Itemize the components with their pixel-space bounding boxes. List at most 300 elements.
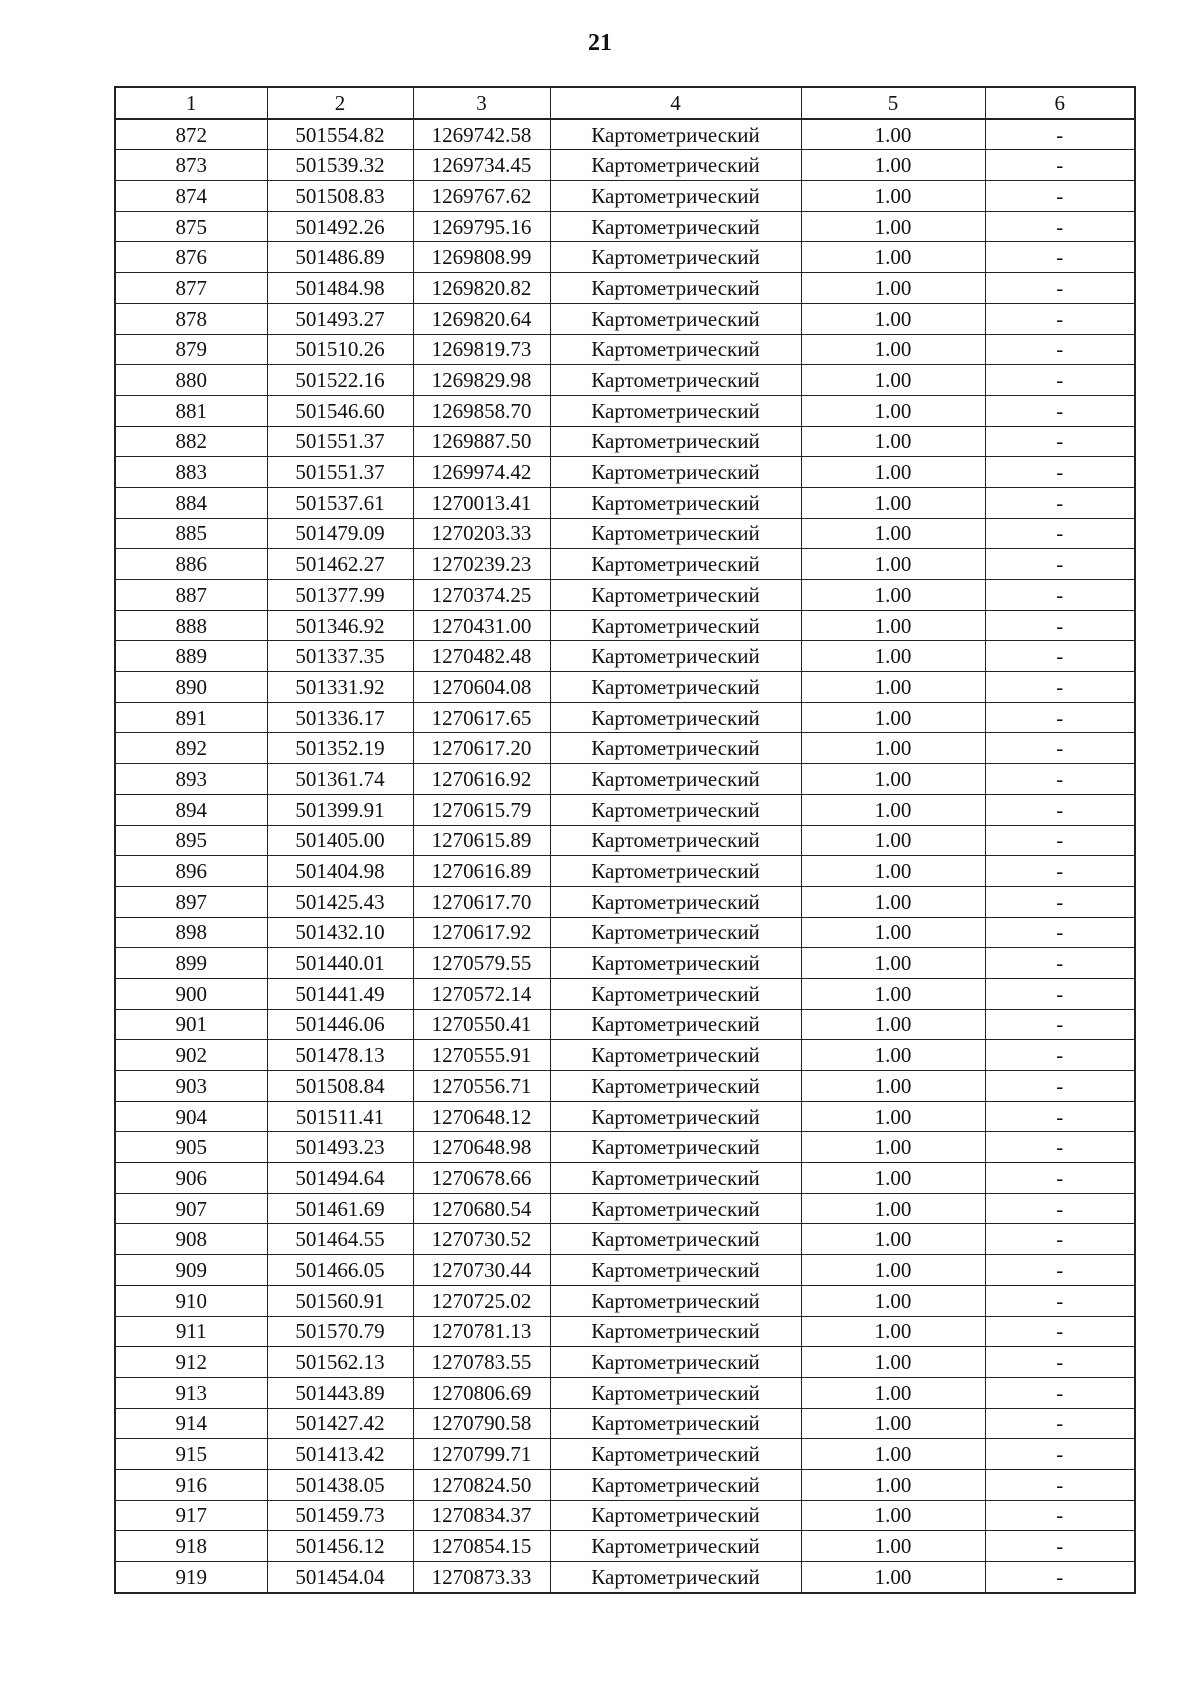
table-row bbox=[115, 1531, 1135, 1562]
cell-point-number: 888 bbox=[115, 610, 267, 641]
cell-method: Картометрический bbox=[550, 641, 801, 672]
table-row bbox=[115, 580, 1135, 611]
cell-description: - bbox=[985, 1316, 1135, 1347]
cell-description: - bbox=[985, 886, 1135, 917]
cell-point-number: 906 bbox=[115, 1163, 267, 1194]
cell-point-number: 894 bbox=[115, 794, 267, 825]
cell-y-coordinate: 1270556.71 bbox=[413, 1071, 550, 1102]
table-row bbox=[115, 181, 1135, 212]
cell-description: - bbox=[985, 764, 1135, 795]
cell-x-coordinate: 501441.49 bbox=[267, 978, 413, 1009]
cell-x-coordinate: 501336.17 bbox=[267, 702, 413, 733]
cell-x-coordinate: 501413.42 bbox=[267, 1439, 413, 1470]
cell-point-number: 881 bbox=[115, 395, 267, 426]
cell-point-number: 895 bbox=[115, 825, 267, 856]
cell-y-coordinate: 1270550.41 bbox=[413, 1009, 550, 1040]
cell-method: Картометрический bbox=[550, 1163, 801, 1194]
cell-x-coordinate: 501461.69 bbox=[267, 1193, 413, 1224]
cell-point-number: 872 bbox=[115, 119, 267, 150]
cell-accuracy: 1.00 bbox=[801, 1500, 985, 1531]
table-row bbox=[115, 1163, 1135, 1194]
column-header-accuracy: 5 bbox=[801, 87, 985, 119]
cell-point-number: 884 bbox=[115, 487, 267, 518]
cell-method: Картометрический bbox=[550, 764, 801, 795]
table-row bbox=[115, 395, 1135, 426]
cell-method: Картометрический bbox=[550, 733, 801, 764]
cell-description: - bbox=[985, 549, 1135, 580]
cell-y-coordinate: 1269808.99 bbox=[413, 242, 550, 273]
cell-x-coordinate: 501546.60 bbox=[267, 395, 413, 426]
cell-description: - bbox=[985, 978, 1135, 1009]
cell-description: - bbox=[985, 1193, 1135, 1224]
cell-point-number: 880 bbox=[115, 365, 267, 396]
table-row bbox=[115, 150, 1135, 181]
table-row bbox=[115, 641, 1135, 672]
cell-point-number: 912 bbox=[115, 1347, 267, 1378]
cell-point-number: 875 bbox=[115, 211, 267, 242]
table-row bbox=[115, 303, 1135, 334]
cell-point-number: 890 bbox=[115, 672, 267, 703]
cell-x-coordinate: 501539.32 bbox=[267, 150, 413, 181]
cell-x-coordinate: 501478.13 bbox=[267, 1040, 413, 1071]
cell-x-coordinate: 501492.26 bbox=[267, 211, 413, 242]
cell-point-number: 915 bbox=[115, 1439, 267, 1470]
cell-method: Картометрический bbox=[550, 1132, 801, 1163]
cell-point-number: 876 bbox=[115, 242, 267, 273]
cell-point-number: 901 bbox=[115, 1009, 267, 1040]
cell-point-number: 917 bbox=[115, 1500, 267, 1531]
table-body bbox=[115, 119, 1135, 1593]
cell-y-coordinate: 1270617.70 bbox=[413, 886, 550, 917]
cell-description: - bbox=[985, 856, 1135, 887]
cell-y-coordinate: 1269767.62 bbox=[413, 181, 550, 212]
cell-method: Картометрический bbox=[550, 1255, 801, 1286]
cell-x-coordinate: 501560.91 bbox=[267, 1285, 413, 1316]
cell-method: Картометрический bbox=[550, 273, 801, 304]
cell-point-number: 878 bbox=[115, 303, 267, 334]
cell-method: Картометрический bbox=[550, 1531, 801, 1562]
cell-y-coordinate: 1269734.45 bbox=[413, 150, 550, 181]
cell-description: - bbox=[985, 1132, 1135, 1163]
cell-method: Картометрический bbox=[550, 1439, 801, 1470]
cell-y-coordinate: 1270482.48 bbox=[413, 641, 550, 672]
cell-point-number: 896 bbox=[115, 856, 267, 887]
table-row bbox=[115, 457, 1135, 488]
cell-accuracy: 1.00 bbox=[801, 610, 985, 641]
cell-accuracy: 1.00 bbox=[801, 672, 985, 703]
column-header-point-number: 1 bbox=[115, 87, 267, 119]
cell-description: - bbox=[985, 1562, 1135, 1593]
cell-description: - bbox=[985, 181, 1135, 212]
cell-accuracy: 1.00 bbox=[801, 549, 985, 580]
cell-accuracy: 1.00 bbox=[801, 856, 985, 887]
cell-x-coordinate: 501570.79 bbox=[267, 1316, 413, 1347]
cell-method: Картометрический bbox=[550, 672, 801, 703]
cell-method: Картометрический bbox=[550, 518, 801, 549]
cell-point-number: 916 bbox=[115, 1469, 267, 1500]
cell-accuracy: 1.00 bbox=[801, 1040, 985, 1071]
cell-accuracy: 1.00 bbox=[801, 1101, 985, 1132]
cell-accuracy: 1.00 bbox=[801, 1316, 985, 1347]
cell-x-coordinate: 501352.19 bbox=[267, 733, 413, 764]
cell-description: - bbox=[985, 1009, 1135, 1040]
cell-description: - bbox=[985, 825, 1135, 856]
cell-method: Картометрический bbox=[550, 1009, 801, 1040]
cell-point-number: 919 bbox=[115, 1562, 267, 1593]
cell-point-number: 893 bbox=[115, 764, 267, 795]
table-row bbox=[115, 426, 1135, 457]
cell-description: - bbox=[985, 1255, 1135, 1286]
table-row bbox=[115, 1009, 1135, 1040]
cell-method: Картометрический bbox=[550, 1101, 801, 1132]
table-row bbox=[115, 211, 1135, 242]
cell-x-coordinate: 501551.37 bbox=[267, 457, 413, 488]
table-row bbox=[115, 825, 1135, 856]
cell-accuracy: 1.00 bbox=[801, 978, 985, 1009]
cell-accuracy: 1.00 bbox=[801, 1469, 985, 1500]
table-row bbox=[115, 610, 1135, 641]
cell-accuracy: 1.00 bbox=[801, 1009, 985, 1040]
cell-point-number: 883 bbox=[115, 457, 267, 488]
cell-x-coordinate: 501346.92 bbox=[267, 610, 413, 641]
cell-description: - bbox=[985, 733, 1135, 764]
cell-accuracy: 1.00 bbox=[801, 426, 985, 457]
cell-point-number: 892 bbox=[115, 733, 267, 764]
cell-x-coordinate: 501511.41 bbox=[267, 1101, 413, 1132]
cell-method: Картометрический bbox=[550, 1285, 801, 1316]
cell-accuracy: 1.00 bbox=[801, 1163, 985, 1194]
cell-method: Картометрический bbox=[550, 978, 801, 1009]
cell-point-number: 911 bbox=[115, 1316, 267, 1347]
cell-method: Картометрический bbox=[550, 1500, 801, 1531]
cell-y-coordinate: 1270616.92 bbox=[413, 764, 550, 795]
cell-x-coordinate: 501331.92 bbox=[267, 672, 413, 703]
cell-y-coordinate: 1269820.64 bbox=[413, 303, 550, 334]
column-header-method: 4 bbox=[550, 87, 801, 119]
cell-accuracy: 1.00 bbox=[801, 242, 985, 273]
cell-point-number: 899 bbox=[115, 948, 267, 979]
cell-y-coordinate: 1270799.71 bbox=[413, 1439, 550, 1470]
cell-accuracy: 1.00 bbox=[801, 181, 985, 212]
cell-point-number: 914 bbox=[115, 1408, 267, 1439]
table-row bbox=[115, 1469, 1135, 1500]
cell-method: Картометрический bbox=[550, 1071, 801, 1102]
cell-method: Картометрический bbox=[550, 457, 801, 488]
table-header bbox=[115, 87, 1135, 119]
table-row bbox=[115, 1071, 1135, 1102]
cell-x-coordinate: 501459.73 bbox=[267, 1500, 413, 1531]
cell-description: - bbox=[985, 1101, 1135, 1132]
cell-accuracy: 1.00 bbox=[801, 334, 985, 365]
cell-y-coordinate: 1269742.58 bbox=[413, 119, 550, 150]
cell-accuracy: 1.00 bbox=[801, 303, 985, 334]
cell-y-coordinate: 1269829.98 bbox=[413, 365, 550, 396]
header-row bbox=[115, 87, 1135, 119]
cell-x-coordinate: 501464.55 bbox=[267, 1224, 413, 1255]
cell-y-coordinate: 1270806.69 bbox=[413, 1377, 550, 1408]
cell-method: Картометрический bbox=[550, 702, 801, 733]
cell-x-coordinate: 501462.27 bbox=[267, 549, 413, 580]
cell-x-coordinate: 501537.61 bbox=[267, 487, 413, 518]
cell-description: - bbox=[985, 917, 1135, 948]
cell-description: - bbox=[985, 242, 1135, 273]
cell-x-coordinate: 501446.06 bbox=[267, 1009, 413, 1040]
cell-y-coordinate: 1270824.50 bbox=[413, 1469, 550, 1500]
cell-x-coordinate: 501486.89 bbox=[267, 242, 413, 273]
cell-point-number: 904 bbox=[115, 1101, 267, 1132]
table-row bbox=[115, 334, 1135, 365]
cell-accuracy: 1.00 bbox=[801, 1285, 985, 1316]
cell-y-coordinate: 1270854.15 bbox=[413, 1531, 550, 1562]
cell-description: - bbox=[985, 1224, 1135, 1255]
cell-method: Картометрический bbox=[550, 395, 801, 426]
cell-point-number: 879 bbox=[115, 334, 267, 365]
cell-method: Картометрический bbox=[550, 242, 801, 273]
cell-method: Картометрический bbox=[550, 119, 801, 150]
cell-point-number: 905 bbox=[115, 1132, 267, 1163]
table-row bbox=[115, 1224, 1135, 1255]
cell-point-number: 885 bbox=[115, 518, 267, 549]
cell-x-coordinate: 501425.43 bbox=[267, 886, 413, 917]
cell-x-coordinate: 501399.91 bbox=[267, 794, 413, 825]
cell-method: Картометрический bbox=[550, 549, 801, 580]
cell-y-coordinate: 1270615.79 bbox=[413, 794, 550, 825]
cell-description: - bbox=[985, 580, 1135, 611]
cell-accuracy: 1.00 bbox=[801, 1071, 985, 1102]
cell-method: Картометрический bbox=[550, 825, 801, 856]
table-row bbox=[115, 1255, 1135, 1286]
cell-accuracy: 1.00 bbox=[801, 764, 985, 795]
cell-y-coordinate: 1270678.66 bbox=[413, 1163, 550, 1194]
table-row bbox=[115, 1316, 1135, 1347]
cell-description: - bbox=[985, 641, 1135, 672]
cell-accuracy: 1.00 bbox=[801, 1255, 985, 1286]
cell-method: Картометрический bbox=[550, 1193, 801, 1224]
cell-description: - bbox=[985, 794, 1135, 825]
cell-description: - bbox=[985, 518, 1135, 549]
cell-y-coordinate: 1270725.02 bbox=[413, 1285, 550, 1316]
table-row bbox=[115, 1132, 1135, 1163]
cell-accuracy: 1.00 bbox=[801, 1132, 985, 1163]
table-row bbox=[115, 1193, 1135, 1224]
cell-accuracy: 1.00 bbox=[801, 119, 985, 150]
cell-y-coordinate: 1270834.37 bbox=[413, 1500, 550, 1531]
cell-method: Картометрический bbox=[550, 1469, 801, 1500]
cell-accuracy: 1.00 bbox=[801, 395, 985, 426]
cell-x-coordinate: 501377.99 bbox=[267, 580, 413, 611]
cell-description: - bbox=[985, 365, 1135, 396]
cell-accuracy: 1.00 bbox=[801, 1224, 985, 1255]
cell-description: - bbox=[985, 487, 1135, 518]
cell-accuracy: 1.00 bbox=[801, 273, 985, 304]
cell-point-number: 877 bbox=[115, 273, 267, 304]
cell-y-coordinate: 1270873.33 bbox=[413, 1562, 550, 1593]
cell-y-coordinate: 1269974.42 bbox=[413, 457, 550, 488]
cell-accuracy: 1.00 bbox=[801, 457, 985, 488]
cell-point-number: 902 bbox=[115, 1040, 267, 1071]
cell-method: Картометрический bbox=[550, 181, 801, 212]
cell-method: Картометрический bbox=[550, 1316, 801, 1347]
cell-description: - bbox=[985, 1040, 1135, 1071]
table-row bbox=[115, 273, 1135, 304]
cell-accuracy: 1.00 bbox=[801, 365, 985, 396]
table-row bbox=[115, 1285, 1135, 1316]
table-row bbox=[115, 948, 1135, 979]
cell-accuracy: 1.00 bbox=[801, 733, 985, 764]
table-row bbox=[115, 1500, 1135, 1531]
cell-x-coordinate: 501440.01 bbox=[267, 948, 413, 979]
cell-method: Картометрический bbox=[550, 487, 801, 518]
cell-y-coordinate: 1270572.14 bbox=[413, 978, 550, 1009]
cell-accuracy: 1.00 bbox=[801, 794, 985, 825]
cell-accuracy: 1.00 bbox=[801, 487, 985, 518]
cell-x-coordinate: 501456.12 bbox=[267, 1531, 413, 1562]
table-row bbox=[115, 1347, 1135, 1378]
table-row bbox=[115, 1040, 1135, 1071]
cell-method: Картометрический bbox=[550, 610, 801, 641]
cell-y-coordinate: 1270790.58 bbox=[413, 1408, 550, 1439]
cell-description: - bbox=[985, 1285, 1135, 1316]
cell-x-coordinate: 501337.35 bbox=[267, 641, 413, 672]
cell-description: - bbox=[985, 395, 1135, 426]
cell-y-coordinate: 1270604.08 bbox=[413, 672, 550, 703]
cell-x-coordinate: 501454.04 bbox=[267, 1562, 413, 1593]
cell-method: Картометрический bbox=[550, 917, 801, 948]
cell-x-coordinate: 501405.00 bbox=[267, 825, 413, 856]
cell-y-coordinate: 1270680.54 bbox=[413, 1193, 550, 1224]
cell-y-coordinate: 1270555.91 bbox=[413, 1040, 550, 1071]
cell-y-coordinate: 1270374.25 bbox=[413, 580, 550, 611]
cell-accuracy: 1.00 bbox=[801, 825, 985, 856]
table-row bbox=[115, 487, 1135, 518]
cell-x-coordinate: 501522.16 bbox=[267, 365, 413, 396]
cell-method: Картометрический bbox=[550, 211, 801, 242]
table-row bbox=[115, 672, 1135, 703]
cell-x-coordinate: 501493.27 bbox=[267, 303, 413, 334]
cell-method: Картометрический bbox=[550, 1377, 801, 1408]
cell-y-coordinate: 1270616.89 bbox=[413, 856, 550, 887]
cell-y-coordinate: 1270648.12 bbox=[413, 1101, 550, 1132]
cell-y-coordinate: 1270615.89 bbox=[413, 825, 550, 856]
cell-x-coordinate: 501554.82 bbox=[267, 119, 413, 150]
table-row bbox=[115, 1408, 1135, 1439]
cell-y-coordinate: 1270730.52 bbox=[413, 1224, 550, 1255]
cell-y-coordinate: 1270781.13 bbox=[413, 1316, 550, 1347]
cell-accuracy: 1.00 bbox=[801, 886, 985, 917]
cell-accuracy: 1.00 bbox=[801, 1439, 985, 1470]
coordinates-table bbox=[114, 86, 1136, 1594]
column-header-description: 6 bbox=[985, 87, 1135, 119]
cell-method: Картометрический bbox=[550, 948, 801, 979]
cell-method: Картометрический bbox=[550, 365, 801, 396]
cell-description: - bbox=[985, 1163, 1135, 1194]
cell-y-coordinate: 1270203.33 bbox=[413, 518, 550, 549]
cell-x-coordinate: 501427.42 bbox=[267, 1408, 413, 1439]
cell-y-coordinate: 1270617.20 bbox=[413, 733, 550, 764]
cell-y-coordinate: 1270579.55 bbox=[413, 948, 550, 979]
cell-y-coordinate: 1270013.41 bbox=[413, 487, 550, 518]
cell-point-number: 874 bbox=[115, 181, 267, 212]
column-header-y-coordinate: 3 bbox=[413, 87, 550, 119]
cell-y-coordinate: 1269795.16 bbox=[413, 211, 550, 242]
cell-accuracy: 1.00 bbox=[801, 580, 985, 611]
cell-accuracy: 1.00 bbox=[801, 1408, 985, 1439]
cell-point-number: 889 bbox=[115, 641, 267, 672]
column-header-x-coordinate: 2 bbox=[267, 87, 413, 119]
cell-description: - bbox=[985, 1531, 1135, 1562]
table-row bbox=[115, 917, 1135, 948]
cell-accuracy: 1.00 bbox=[801, 1377, 985, 1408]
cell-y-coordinate: 1269820.82 bbox=[413, 273, 550, 304]
cell-x-coordinate: 501508.83 bbox=[267, 181, 413, 212]
table-row bbox=[115, 856, 1135, 887]
cell-method: Картометрический bbox=[550, 303, 801, 334]
cell-description: - bbox=[985, 610, 1135, 641]
cell-description: - bbox=[985, 702, 1135, 733]
table-row bbox=[115, 794, 1135, 825]
table-row bbox=[115, 733, 1135, 764]
cell-x-coordinate: 501551.37 bbox=[267, 426, 413, 457]
cell-method: Картометрический bbox=[550, 1347, 801, 1378]
table-row bbox=[115, 1562, 1135, 1593]
cell-method: Картометрический bbox=[550, 1224, 801, 1255]
cell-method: Картометрический bbox=[550, 794, 801, 825]
cell-method: Картометрический bbox=[550, 426, 801, 457]
cell-description: - bbox=[985, 1408, 1135, 1439]
page-number: 21 bbox=[588, 30, 612, 56]
cell-method: Картометрический bbox=[550, 334, 801, 365]
cell-description: - bbox=[985, 150, 1135, 181]
cell-method: Картометрический bbox=[550, 150, 801, 181]
cell-y-coordinate: 1270617.65 bbox=[413, 702, 550, 733]
cell-x-coordinate: 501361.74 bbox=[267, 764, 413, 795]
cell-y-coordinate: 1270239.23 bbox=[413, 549, 550, 580]
cell-x-coordinate: 501432.10 bbox=[267, 917, 413, 948]
cell-description: - bbox=[985, 1347, 1135, 1378]
cell-y-coordinate: 1270617.92 bbox=[413, 917, 550, 948]
cell-point-number: 882 bbox=[115, 426, 267, 457]
cell-description: - bbox=[985, 1500, 1135, 1531]
table-row bbox=[115, 242, 1135, 273]
cell-x-coordinate: 501479.09 bbox=[267, 518, 413, 549]
cell-x-coordinate: 501466.05 bbox=[267, 1255, 413, 1286]
cell-point-number: 907 bbox=[115, 1193, 267, 1224]
cell-description: - bbox=[985, 426, 1135, 457]
cell-description: - bbox=[985, 303, 1135, 334]
cell-description: - bbox=[985, 1071, 1135, 1102]
cell-y-coordinate: 1269887.50 bbox=[413, 426, 550, 457]
cell-point-number: 909 bbox=[115, 1255, 267, 1286]
table-row bbox=[115, 1377, 1135, 1408]
table-row bbox=[115, 518, 1135, 549]
cell-point-number: 886 bbox=[115, 549, 267, 580]
cell-accuracy: 1.00 bbox=[801, 1193, 985, 1224]
cell-y-coordinate: 1270431.00 bbox=[413, 610, 550, 641]
table-row bbox=[115, 119, 1135, 150]
cell-x-coordinate: 501443.89 bbox=[267, 1377, 413, 1408]
cell-point-number: 898 bbox=[115, 917, 267, 948]
cell-description: - bbox=[985, 1439, 1135, 1470]
cell-accuracy: 1.00 bbox=[801, 1562, 985, 1593]
cell-accuracy: 1.00 bbox=[801, 641, 985, 672]
table-row bbox=[115, 1439, 1135, 1470]
cell-accuracy: 1.00 bbox=[801, 518, 985, 549]
cell-y-coordinate: 1270730.44 bbox=[413, 1255, 550, 1286]
cell-y-coordinate: 1269819.73 bbox=[413, 334, 550, 365]
cell-method: Картометрический bbox=[550, 856, 801, 887]
cell-description: - bbox=[985, 273, 1135, 304]
cell-description: - bbox=[985, 1377, 1135, 1408]
